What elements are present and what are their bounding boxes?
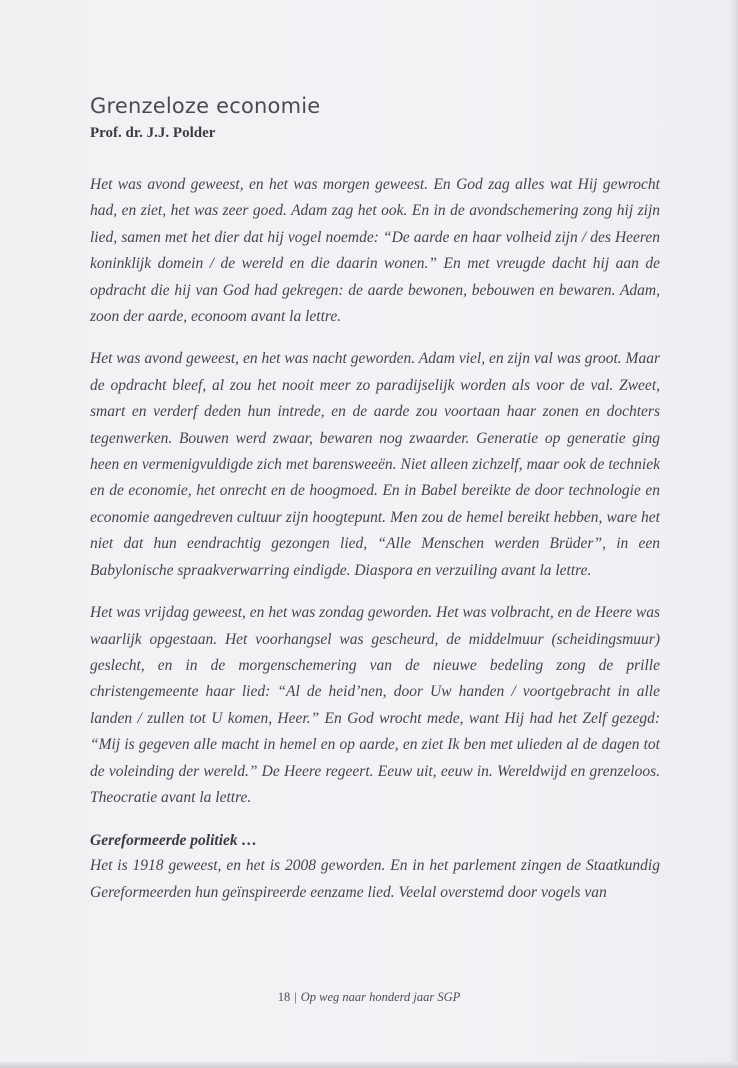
paragraph-2: Het was avond geweest, en het was nacht geworden. Adam viel, en zijn val was groot. Maar de opdracht bleef, al zou het nooit meer zo paradijselijk worden als voor de val. Zweet, smart en verderf deden hun intrede, en de aarde zou voortaan haar zonen en dochters tegenwerken. Bouwen werd zwaar, bewaren nog zwaarder. Generatie op generatie ging heen en vermenigvuldigde zich met barensweeën. Niet alleen zichzelf, maar ook de techniek en de economie, het onrecht en de hoogmoed. En in Babel bereikte de door technologie en economie aangedreven cultuur zijn hoogtepunt. Men zou de hemel bereikt hebben, ware het niet dat hun eendrachtig gezongen lied, “Alle Menschen werden Brüder”, in een Babylonische spraakverwarring eindigde. Diaspora en verzuiling avant la lettre. (90, 350, 660, 579)
page-edge-bottom (0, 1062, 738, 1068)
page-edge-right (730, 0, 738, 1068)
article-title: Grenzeloze economie (90, 94, 321, 118)
article (90, 92, 660, 906)
footer-separator: | (294, 990, 297, 1004)
section-paragraph: Het is 1918 geweest, en het is 2008 geworden. En in het parlement zingen de Staatkundig Gereformeerden hun geïnspireerde eenzame lied. Veelal overstemd door vogels van (90, 857, 660, 901)
publication-title: Op weg naar honderd jaar SGP (300, 990, 461, 1004)
page-number: 18 (277, 990, 291, 1004)
paragraph-1: Het was avond geweest, en het was morgen geweest. En God zag alles wat Hij gewrocht had, en ziet, het was zeer goed. Adam zag het ook. En in de avondschemering zong hij zijn lied, samen met het dier dat hij vogel noemde: “De aarde en haar volheid zijn / des Heeren koninklijk domein / de wereld en die daarin wonen.” En met vreugde dacht hij aan de opdracht die hij van God had gekregen: de aarde bewonen, bebouwen en bewaren. Adam, zoon der aarde, econoom avant la lettre. (90, 176, 660, 326)
paragraph-3: Het was vrijdag geweest, en het was zondag geworden. Het was volbracht, en de Heere was waarlijk opgestaan. Het voorhangsel was gescheurd, de middelmuur (scheidingsmuur) geslecht, en in de morgenschemering van de nieuwe bedeling zong de prille christengemeente haar lied: “Al de heid’nen, door Uw handen / voortgebracht in alle landen / zullen tot U komen, Heer.” En God wrocht mede, want Hij had het Zelf gezegd: “Mij is gegeven alle macht in hemel en op aarde, en ziet Ik ben met ulieden al de dagen tot de voleinding der wereld.” De Heere regeert. Eeuw uit, eeuw in. Wereldwijd en grenzeloos. Theocratie avant la lettre. (90, 604, 660, 806)
section-heading: Gereformeerde politiek … (90, 832, 258, 850)
article-author: Prof. dr. J.J. Polder (90, 125, 216, 141)
page-footer (0, 990, 738, 1005)
